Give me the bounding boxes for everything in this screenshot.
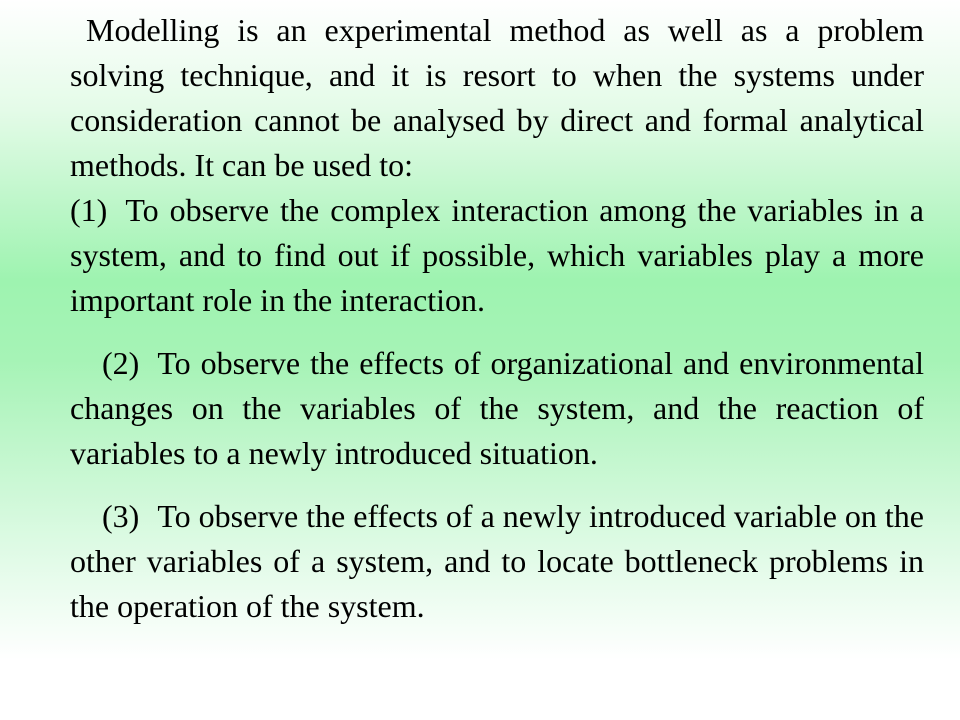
item-number: (1) — [70, 192, 108, 228]
item-text: To observe the complex interaction among the variables in a system, and to find out if possible, which variables play a more important role in the interaction. — [70, 192, 924, 318]
item-text: To observe the effects of organizational and environmental changes on the variables of the system, and the reaction of variables to a newly introduced situation. — [70, 345, 924, 471]
intro-text: Modelling is an experimental method as well as a problem solving technique, and it is resort to when the systems under consideration cannot be analysed by direct and formal analytical methods. It can be used to: — [70, 12, 924, 183]
list-item — [70, 494, 924, 629]
intro-paragraph — [70, 8, 924, 188]
item-number: (2) — [102, 345, 140, 381]
item-number: (3) — [102, 498, 140, 534]
slide-body — [70, 8, 924, 629]
item-text: To observe the effects of a newly introduced variable on the other variables of a system, and to locate bottleneck problems in the operation of the system. — [70, 498, 924, 624]
list-item — [70, 341, 924, 476]
list-item — [70, 188, 924, 323]
